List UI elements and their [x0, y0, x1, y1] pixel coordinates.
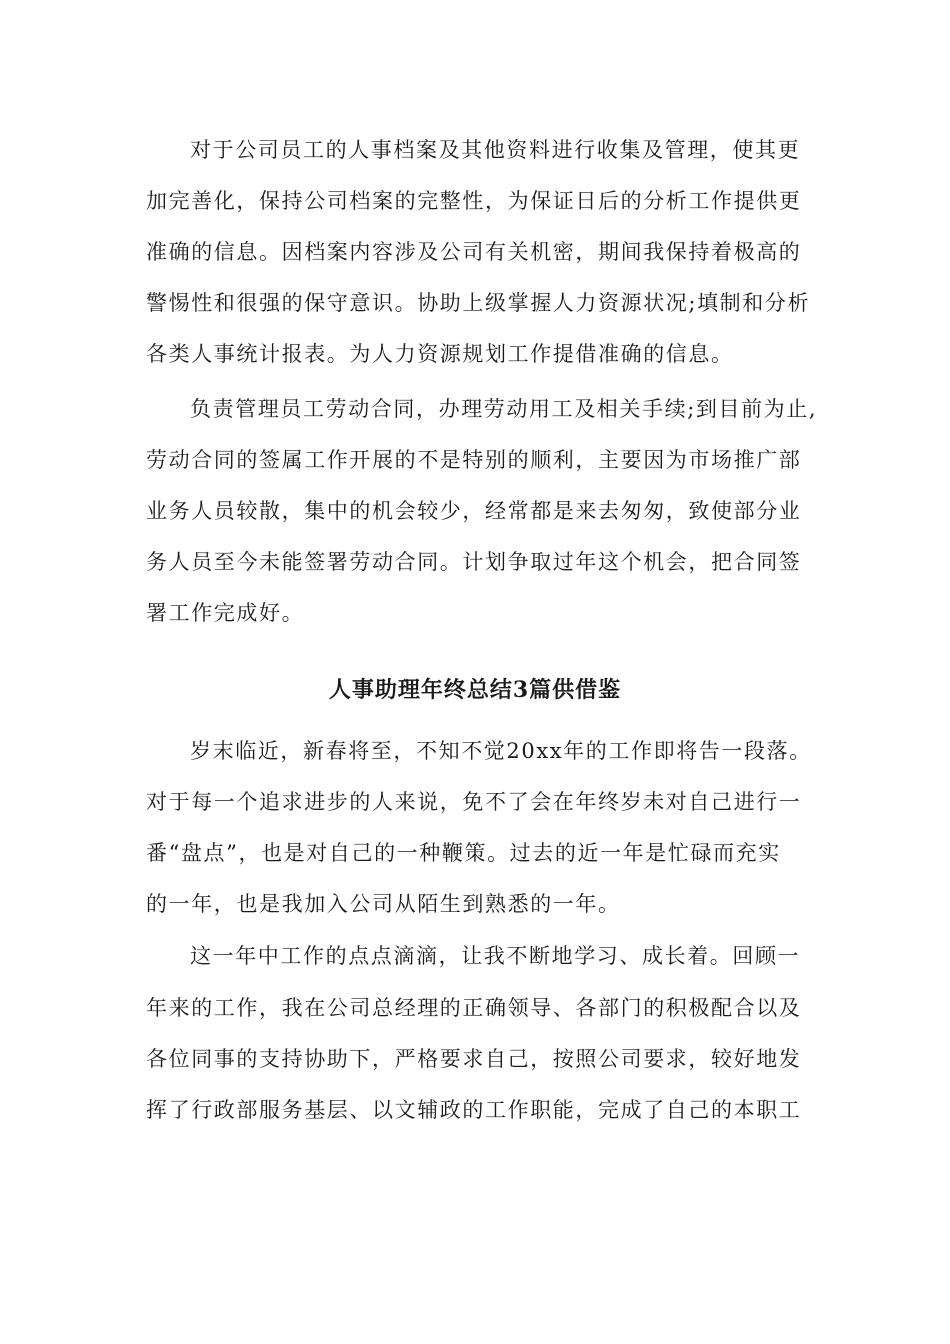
text-line: 准确的信息。因档案内容涉及公司有关机密，期间我保持着极高的 [146, 240, 802, 264]
text-line: 警惕性和很强的保守意识。协助上级掌握人力资源状况;填制和分析 [146, 291, 811, 315]
text-line: 对于每一个追求进步的人来说，免不了会在年终岁未对自己进行一 [146, 790, 802, 814]
text-line: 挥了行政部服务基层、以文辅政的工作职能，完成了自己的本职工 [146, 1098, 802, 1122]
text-line: 各类人事统计报表。为人力资源规划工作提借准确的信息。 [146, 342, 734, 366]
section-title: 人事助理年终总结3篇供借鉴 [328, 677, 622, 703]
text-line: 各位同事的支持协助下，严格要求自己，按照公司要求，较好地发 [146, 1047, 802, 1071]
text-line: 加完善化，保持公司档案的完整性，为保证日后的分析工作提供更 [146, 189, 802, 213]
text-line: 务人员至今未能签署劳动合同。计划争取过年这个机会，把合同签 [146, 550, 802, 574]
text-line: 年来的工作，我在公司总经理的正确领导、各部门的积极配合以及 [146, 996, 802, 1020]
text-line: 这一年中工作的点点滴滴，让我不断地学习、成长着。回顾一 [190, 944, 801, 968]
text-line: 业务人员较散，集中的机会较少，经常都是来去匆匆，致使部分业 [146, 499, 802, 523]
text-line: 负责管理员工劳动合同，办理劳动用工及相关手续;到目前为止, [190, 397, 818, 421]
text-line: 劳动合同的签属工作开展的不是特别的顺利，主要因为市场推广部 [146, 448, 802, 472]
text-line: 岁末临近，新春将至，不知不觉20xx年的工作即将告一段落。 [190, 739, 812, 763]
text-line: 对于公司员工的人事档案及其他资料进行收集及管理，使其更 [190, 138, 801, 162]
text-line: 番“盘点”，也是对自己的一种鞭策。过去的近一年是忙碌而充实 [146, 841, 781, 865]
text-line: 的一年，也是我加入公司从陌生到熟悉的一年。 [146, 892, 621, 916]
text-line: 署工作完成好。 [146, 601, 305, 625]
